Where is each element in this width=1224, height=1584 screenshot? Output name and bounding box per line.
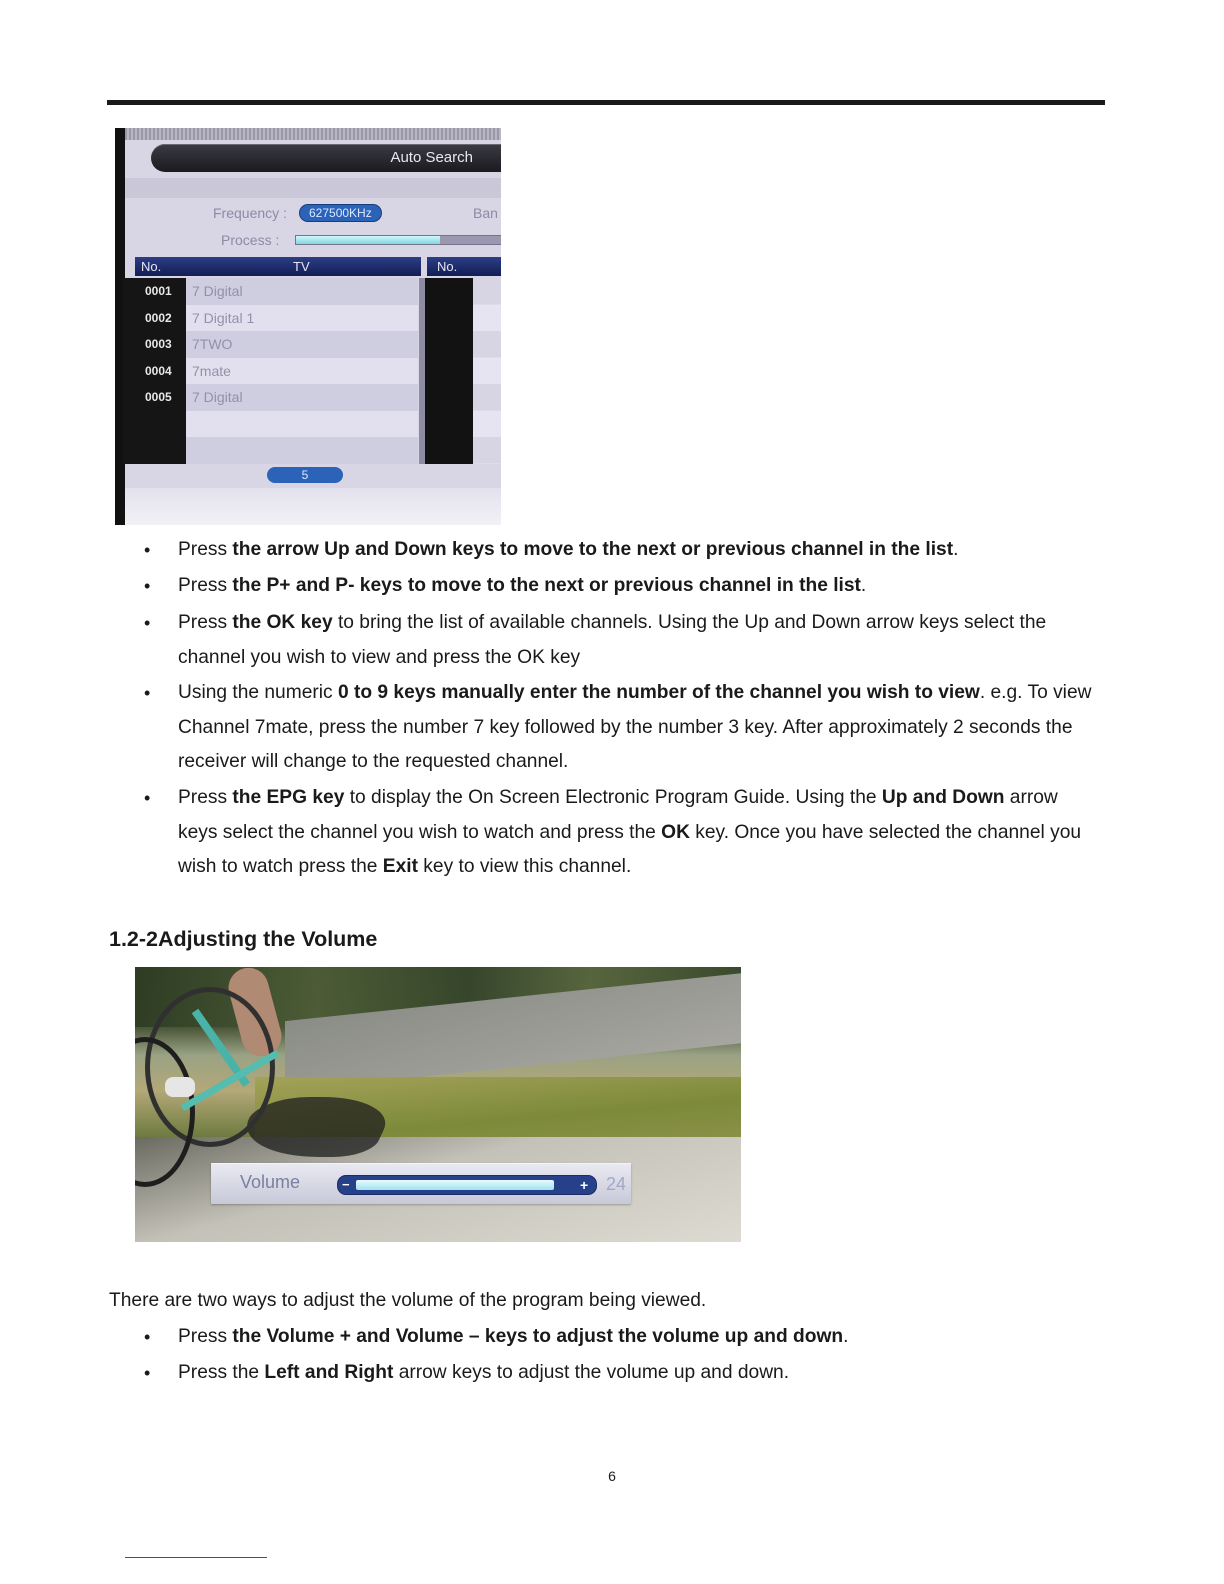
bullet-text: Press [178, 612, 233, 633]
bullet-p-keys [178, 569, 1098, 604]
channel-name: 7mate [192, 362, 231, 379]
bullet-bold: Left and Right [264, 1362, 394, 1383]
column-header-no-right-label: No. [437, 259, 458, 274]
channel-name: 7 Digital [192, 283, 243, 299]
screen-top-band [125, 128, 501, 140]
bullet-text: Press [178, 575, 233, 596]
channel-number: 0002 [145, 310, 172, 325]
bullet-text: Using the numeric [178, 682, 338, 703]
volume-slider[interactable] [337, 1175, 597, 1195]
column-header-no-right [427, 257, 501, 276]
process-bar-fill [296, 236, 440, 244]
frequency-label: Frequency : [213, 205, 287, 221]
volume-slider-fill [356, 1180, 554, 1190]
list-item[interactable] [186, 358, 418, 385]
bullet-text: to bring the list of available channels. Using the Up and Down arrow keys select the channel you wish to view and press the OK key [178, 612, 1047, 668]
channel-name: 7 Digital 1 [192, 309, 255, 326]
minus-icon: − [342, 1177, 350, 1192]
section-heading: 1.2-2Adjusting the Volume [109, 927, 378, 951]
top-rule [107, 100, 1105, 105]
bullet-text: arrow keys select the channel you wish to watch and press the [178, 787, 1058, 843]
footnote-rule [125, 1557, 267, 1558]
bullet-text: key to view this channel. [417, 856, 632, 878]
auto-search-title-bar [151, 144, 501, 172]
bullet-text: to display the On Screen Electronic Program Guide. Using the [344, 787, 882, 808]
channel-count-badge: 5 [267, 467, 343, 483]
bullet-text: Press [178, 1326, 233, 1347]
bullet-bold: the Volume + and Volume – keys to adjust the volume up and down [232, 1326, 844, 1347]
radio-list [473, 278, 501, 464]
page-number: 6 [608, 1468, 616, 1484]
channel-name: 7TWO [192, 336, 233, 352]
bullet-arrow-keys [178, 533, 1098, 568]
bullet-bold: Up and Down [881, 787, 1005, 808]
bullet-bold: the arrow Up and Down keys to move to the next or previous channel in the list [232, 539, 954, 560]
volume-label: Volume [240, 1172, 301, 1192]
column-header-no-label: No. [141, 259, 162, 274]
bullet-left-right-keys [178, 1356, 1098, 1391]
channel-name: 7 Digital [192, 389, 243, 405]
bullet-epg-key [178, 781, 1098, 885]
channel-number: 0003 [145, 337, 172, 351]
band-label: Ban [473, 205, 498, 221]
volume-value: 24 [606, 1174, 627, 1194]
auto-search-title: Auto Search [390, 149, 473, 166]
frequency-value: 627500KHz [299, 204, 382, 222]
bullet-text: . [843, 1326, 849, 1347]
bullet-text: . e.g. To view Channel 7mate, press the number 7 key followed by the number 3 key. After approximately 2 seconds the receiver will change to the requested channel. [178, 682, 1092, 773]
list-item-empty [186, 437, 418, 464]
column-header-tv [183, 257, 421, 276]
bullet-ok-key [178, 606, 1098, 675]
bullet-bold: 0 to 9 keys manually enter the number of the channel you wish to view [337, 682, 980, 703]
bullet-bold: the EPG key [232, 787, 345, 808]
bullet-text: arrow keys to adjust the volume up and down. [393, 1362, 790, 1383]
bullet-text: Press [178, 539, 233, 560]
list-item-empty [186, 411, 418, 438]
channel-numbers [123, 278, 186, 411]
bullet-numeric-keys [178, 676, 1098, 780]
bullet-bold: OK [661, 821, 690, 843]
auto-search-screenshot [115, 128, 501, 525]
header-band [125, 178, 501, 198]
radio-number-column [425, 278, 473, 464]
screen-bottom-band [125, 488, 501, 525]
photo-cyclist-shoe [165, 1077, 195, 1097]
bullet-text: key. Once you have selected the channel you wish to watch press the [178, 821, 1082, 878]
bullet-text: . [860, 575, 867, 596]
list-item[interactable] [186, 331, 418, 358]
volume-screenshot [135, 967, 741, 1242]
list-item[interactable] [186, 384, 418, 411]
volume-intro-paragraph: There are two ways to adjust the volume of the program being viewed. [109, 1290, 707, 1311]
channel-number: 0001 [145, 284, 172, 298]
channel-list [186, 278, 418, 464]
list-item[interactable] [186, 278, 418, 305]
bullet-volume-keys [178, 1320, 1098, 1355]
column-header-tv-label: TV [293, 259, 310, 274]
list-item[interactable] [186, 305, 418, 332]
bullet-bold: the P+ and P- keys to move to the next or previous channel in the list [232, 575, 861, 596]
channel-number: 0004 [145, 363, 172, 378]
volume-osd [211, 1163, 631, 1204]
process-label: Process : [221, 232, 280, 248]
channel-number: 0005 [145, 390, 172, 404]
column-header-no [135, 257, 183, 276]
bullet-bold: the OK key [232, 612, 333, 633]
bullet-text: . [953, 539, 959, 560]
process-bar [295, 235, 501, 245]
bullet-text: Press [178, 787, 233, 808]
bullet-text: Press the [178, 1362, 265, 1383]
plus-icon: + [580, 1177, 589, 1193]
bullet-bold: Exit [382, 856, 418, 878]
